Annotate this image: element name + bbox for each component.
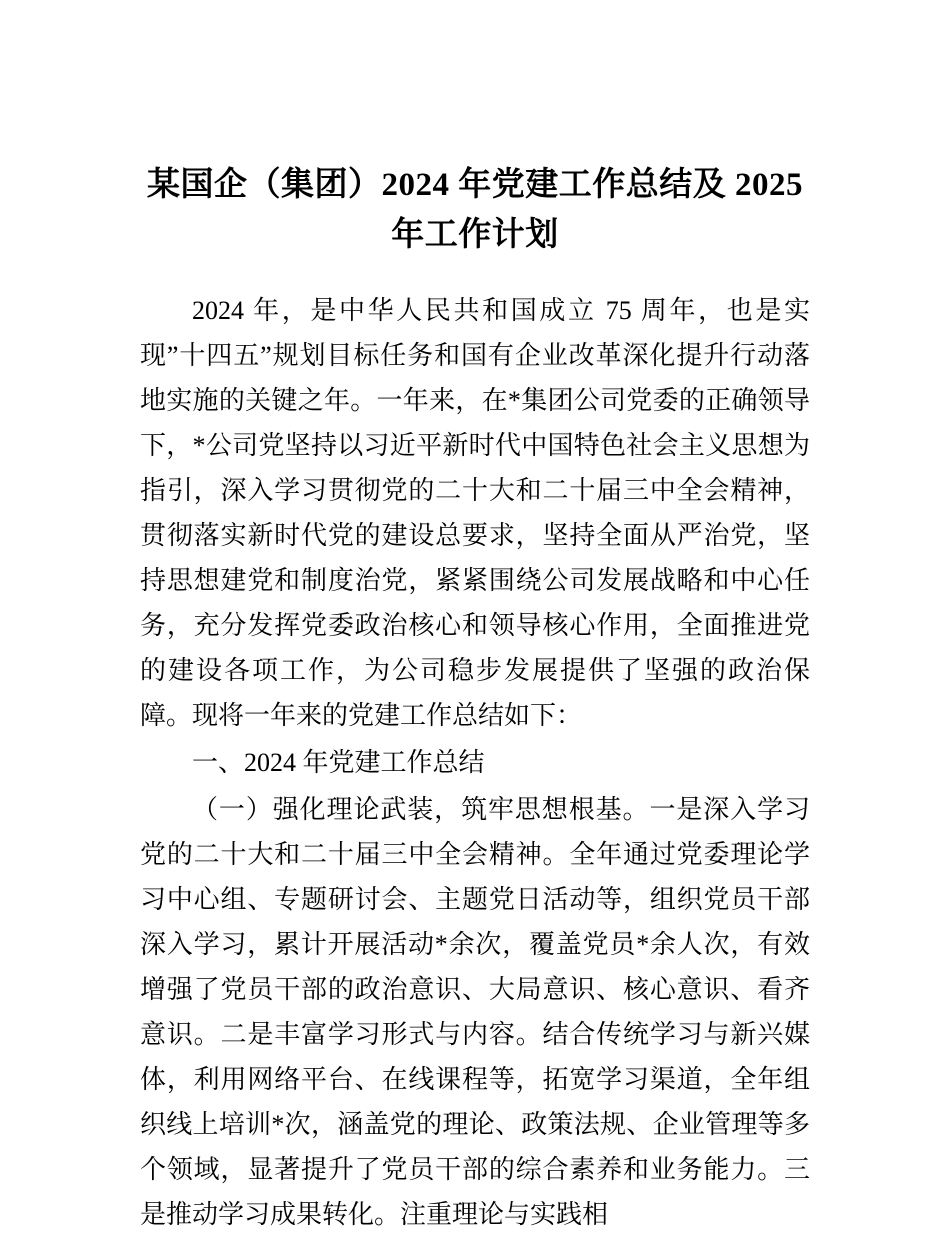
document-title: 某国企（集团）2024 年党建工作总结及 2025 年工作计划 (147, 167, 803, 253)
section-heading-2024-summary: 一、2024 年党建工作总结 (192, 748, 485, 777)
paragraph-intro: 2024 年，是中华人民共和国成立 75 周年，也是实现”十四五”规划目标任务和国有企业改革深化提升行动落地实施的关键之年。一年来，在*集团公司党委的正确领导下，*公司党坚持以习近平新时代中国特色社会主义思想为指引，深入学习贯彻党的二十大和二十届三中全会精神，贯彻落实新时代党的建设总要求，坚持全面从严治党，坚持思想建党和制度治党，紧紧围绕公司发展战略和中心任务，充分发挥党委政治核心和领导核心作用，全面推进党的建设各项工作，为公司稳步发展提供了坚强的政治保障。现将一年来的党建工作总结如下： (140, 296, 810, 730)
paragraph-theory-building: （一）强化理论武装，筑牢思想根基。一是深入学习党的二十大和二十届三中全会精神。全年通过党委理论学习中心组、专题研讨会、主题党日活动等，组织党员干部深入学习，累计开展活动*余次，覆盖党员*余人次，有效增强了党员干部的政治意识、大局意识、核心意识、看齐意识。二是丰富学习形式与内容。结合传统学习与新兴媒体，利用网络平台、在线课程等，拓宽学习渠道，全年组织线上培训*次，涵盖党的理论、政策法规、企业管理等多个领域，显著提升了党员干部的综合素养和业务能力。三是推动学习成果转化。注重理论与实践相 (140, 795, 810, 1229)
